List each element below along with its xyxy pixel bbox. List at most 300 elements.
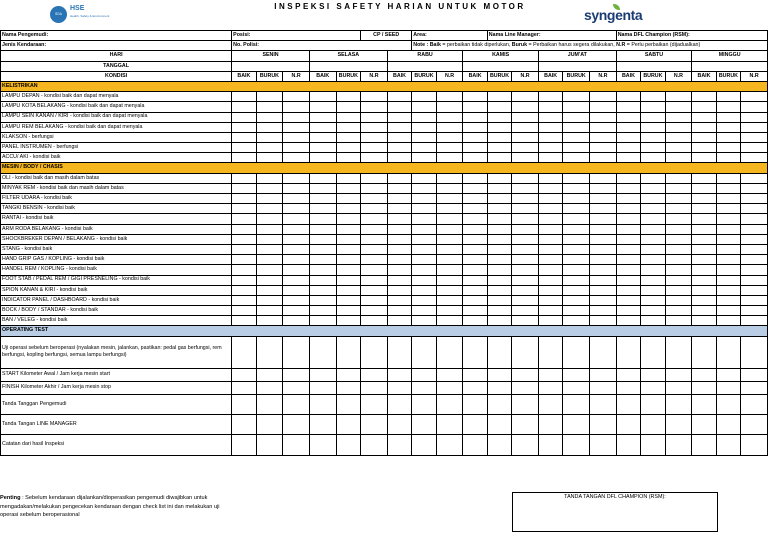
date-cell[interactable]: [387, 61, 463, 71]
check-cell[interactable]: [361, 394, 388, 414]
check-cell[interactable]: [412, 414, 436, 434]
check-cell[interactable]: [538, 381, 562, 394]
check-cell[interactable]: [436, 234, 463, 244]
check-cell[interactable]: [538, 275, 562, 285]
check-cell[interactable]: [283, 265, 310, 275]
check-cell[interactable]: [256, 368, 283, 381]
check-cell[interactable]: [463, 306, 487, 316]
check-cell[interactable]: [512, 102, 539, 112]
check-cell[interactable]: [692, 102, 716, 112]
check-cell[interactable]: [616, 316, 640, 326]
check-cell[interactable]: [436, 368, 463, 381]
check-cell[interactable]: [336, 204, 361, 214]
check-cell[interactable]: [616, 414, 640, 434]
check-cell[interactable]: [538, 265, 562, 275]
check-cell[interactable]: [641, 183, 665, 193]
check-cell[interactable]: [716, 265, 740, 275]
check-cell[interactable]: [716, 368, 740, 381]
check-cell[interactable]: [283, 234, 310, 244]
check-cell[interactable]: [616, 102, 640, 112]
check-cell[interactable]: [716, 275, 740, 285]
check-cell[interactable]: [309, 434, 336, 455]
check-cell[interactable]: [590, 143, 617, 153]
check-cell[interactable]: [436, 132, 463, 142]
check-cell[interactable]: [283, 173, 310, 183]
check-cell[interactable]: [741, 224, 768, 234]
check-cell[interactable]: [256, 153, 283, 163]
check-cell[interactable]: [361, 214, 388, 224]
check-cell[interactable]: [387, 316, 411, 326]
check-cell[interactable]: [487, 316, 511, 326]
check-cell[interactable]: [309, 112, 336, 122]
check-cell[interactable]: [538, 336, 562, 368]
check-cell[interactable]: [232, 102, 256, 112]
check-cell[interactable]: [387, 275, 411, 285]
check-cell[interactable]: [463, 122, 487, 132]
check-cell[interactable]: [283, 285, 310, 295]
dfl-champion-field[interactable]: Nama DFL Champion (RSM):: [616, 31, 767, 41]
check-cell[interactable]: [463, 265, 487, 275]
check-cell[interactable]: [336, 306, 361, 316]
check-cell[interactable]: [256, 204, 283, 214]
check-cell[interactable]: [512, 143, 539, 153]
check-cell[interactable]: [563, 306, 590, 316]
check-cell[interactable]: [361, 132, 388, 142]
check-cell[interactable]: [692, 173, 716, 183]
driver-name-field[interactable]: Nama Pengemudi:: [1, 31, 232, 41]
check-cell[interactable]: [487, 122, 511, 132]
check-cell[interactable]: [256, 224, 283, 234]
check-cell[interactable]: [616, 368, 640, 381]
check-cell[interactable]: [665, 214, 692, 224]
check-cell[interactable]: [692, 112, 716, 122]
check-cell[interactable]: [538, 434, 562, 455]
check-cell[interactable]: [487, 434, 511, 455]
check-cell[interactable]: [436, 122, 463, 132]
date-cell[interactable]: [692, 61, 768, 71]
check-cell[interactable]: [361, 336, 388, 368]
check-cell[interactable]: [309, 368, 336, 381]
check-cell[interactable]: [665, 306, 692, 316]
check-cell[interactable]: [590, 194, 617, 204]
check-cell[interactable]: [538, 414, 562, 434]
check-cell[interactable]: [641, 204, 665, 214]
check-cell[interactable]: [692, 234, 716, 244]
check-cell[interactable]: [336, 234, 361, 244]
check-cell[interactable]: [512, 306, 539, 316]
check-cell[interactable]: [590, 414, 617, 434]
check-cell[interactable]: [487, 204, 511, 214]
check-cell[interactable]: [387, 173, 411, 183]
check-cell[interactable]: [563, 414, 590, 434]
check-cell[interactable]: [563, 265, 590, 275]
check-cell[interactable]: [463, 173, 487, 183]
check-cell[interactable]: [716, 183, 740, 193]
check-cell[interactable]: [463, 285, 487, 295]
check-cell[interactable]: [692, 204, 716, 214]
check-cell[interactable]: [487, 234, 511, 244]
check-cell[interactable]: [387, 214, 411, 224]
check-cell[interactable]: [256, 122, 283, 132]
check-cell[interactable]: [563, 244, 590, 254]
check-cell[interactable]: [512, 132, 539, 142]
check-cell[interactable]: [283, 224, 310, 234]
check-cell[interactable]: [412, 183, 436, 193]
check-cell[interactable]: [283, 122, 310, 132]
check-cell[interactable]: [487, 224, 511, 234]
check-cell[interactable]: [716, 224, 740, 234]
check-cell[interactable]: [692, 183, 716, 193]
check-cell[interactable]: [463, 316, 487, 326]
check-cell[interactable]: [716, 204, 740, 214]
check-cell[interactable]: [361, 234, 388, 244]
check-cell[interactable]: [412, 255, 436, 265]
check-cell[interactable]: [512, 316, 539, 326]
check-cell[interactable]: [309, 183, 336, 193]
check-cell[interactable]: [616, 306, 640, 316]
check-cell[interactable]: [641, 234, 665, 244]
check-cell[interactable]: [232, 285, 256, 295]
check-cell[interactable]: [641, 92, 665, 102]
check-cell[interactable]: [309, 132, 336, 142]
check-cell[interactable]: [665, 183, 692, 193]
check-cell[interactable]: [590, 285, 617, 295]
check-cell[interactable]: [741, 368, 768, 381]
check-cell[interactable]: [665, 244, 692, 254]
check-cell[interactable]: [512, 381, 539, 394]
check-cell[interactable]: [283, 368, 310, 381]
check-cell[interactable]: [232, 143, 256, 153]
check-cell[interactable]: [361, 368, 388, 381]
check-cell[interactable]: [336, 183, 361, 193]
date-cell[interactable]: [309, 61, 387, 71]
check-cell[interactable]: [512, 173, 539, 183]
check-cell[interactable]: [692, 381, 716, 394]
check-cell[interactable]: [232, 214, 256, 224]
check-cell[interactable]: [283, 434, 310, 455]
check-cell[interactable]: [309, 316, 336, 326]
check-cell[interactable]: [741, 275, 768, 285]
check-cell[interactable]: [361, 153, 388, 163]
check-cell[interactable]: [692, 265, 716, 275]
check-cell[interactable]: [692, 194, 716, 204]
check-cell[interactable]: [590, 368, 617, 381]
check-cell[interactable]: [361, 381, 388, 394]
check-cell[interactable]: [336, 316, 361, 326]
check-cell[interactable]: [256, 381, 283, 394]
check-cell[interactable]: [616, 194, 640, 204]
check-cell[interactable]: [361, 414, 388, 434]
check-cell[interactable]: [641, 381, 665, 394]
check-cell[interactable]: [641, 316, 665, 326]
check-cell[interactable]: [590, 234, 617, 244]
check-cell[interactable]: [692, 143, 716, 153]
check-cell[interactable]: [463, 368, 487, 381]
check-cell[interactable]: [232, 265, 256, 275]
check-cell[interactable]: [256, 214, 283, 224]
check-cell[interactable]: [487, 194, 511, 204]
check-cell[interactable]: [283, 214, 310, 224]
check-cell[interactable]: [590, 434, 617, 455]
check-cell[interactable]: [641, 295, 665, 305]
check-cell[interactable]: [692, 255, 716, 265]
check-cell[interactable]: [538, 102, 562, 112]
check-cell[interactable]: [387, 414, 411, 434]
check-cell[interactable]: [256, 143, 283, 153]
check-cell[interactable]: [616, 234, 640, 244]
check-cell[interactable]: [590, 102, 617, 112]
check-cell[interactable]: [590, 122, 617, 132]
check-cell[interactable]: [412, 368, 436, 381]
check-cell[interactable]: [590, 306, 617, 316]
check-cell[interactable]: [283, 183, 310, 193]
check-cell[interactable]: [538, 285, 562, 295]
check-cell[interactable]: [361, 434, 388, 455]
check-cell[interactable]: [563, 102, 590, 112]
check-cell[interactable]: [361, 224, 388, 234]
check-cell[interactable]: [665, 112, 692, 122]
check-cell[interactable]: [283, 394, 310, 414]
check-cell[interactable]: [512, 234, 539, 244]
check-cell[interactable]: [487, 295, 511, 305]
check-cell[interactable]: [487, 306, 511, 316]
check-cell[interactable]: [412, 275, 436, 285]
check-cell[interactable]: [538, 143, 562, 153]
check-cell[interactable]: [232, 194, 256, 204]
check-cell[interactable]: [463, 434, 487, 455]
check-cell[interactable]: [538, 122, 562, 132]
check-cell[interactable]: [716, 244, 740, 254]
check-cell[interactable]: [741, 414, 768, 434]
check-cell[interactable]: [665, 204, 692, 214]
check-cell[interactable]: [616, 92, 640, 102]
check-cell[interactable]: [436, 306, 463, 316]
check-cell[interactable]: [283, 316, 310, 326]
check-cell[interactable]: [283, 143, 310, 153]
check-cell[interactable]: [463, 112, 487, 122]
check-cell[interactable]: [590, 255, 617, 265]
check-cell[interactable]: [463, 153, 487, 163]
check-cell[interactable]: [616, 112, 640, 122]
check-cell[interactable]: [538, 295, 562, 305]
check-cell[interactable]: [436, 183, 463, 193]
check-cell[interactable]: [436, 214, 463, 224]
check-cell[interactable]: [387, 194, 411, 204]
check-cell[interactable]: [716, 414, 740, 434]
check-cell[interactable]: [256, 112, 283, 122]
check-cell[interactable]: [232, 306, 256, 316]
check-cell[interactable]: [361, 92, 388, 102]
check-cell[interactable]: [256, 295, 283, 305]
check-cell[interactable]: [590, 214, 617, 224]
check-cell[interactable]: [616, 394, 640, 414]
check-cell[interactable]: [590, 112, 617, 122]
check-cell[interactable]: [361, 306, 388, 316]
check-cell[interactable]: [387, 102, 411, 112]
check-cell[interactable]: [463, 336, 487, 368]
check-cell[interactable]: [616, 122, 640, 132]
check-cell[interactable]: [463, 183, 487, 193]
check-cell[interactable]: [487, 92, 511, 102]
check-cell[interactable]: [283, 255, 310, 265]
check-cell[interactable]: [512, 336, 539, 368]
check-cell[interactable]: [641, 394, 665, 414]
check-cell[interactable]: [512, 434, 539, 455]
check-cell[interactable]: [463, 244, 487, 254]
check-cell[interactable]: [692, 285, 716, 295]
check-cell[interactable]: [436, 102, 463, 112]
check-cell[interactable]: [336, 153, 361, 163]
check-cell[interactable]: [716, 381, 740, 394]
check-cell[interactable]: [692, 122, 716, 132]
check-cell[interactable]: [412, 92, 436, 102]
check-cell[interactable]: [336, 214, 361, 224]
check-cell[interactable]: [512, 244, 539, 254]
check-cell[interactable]: [665, 234, 692, 244]
check-cell[interactable]: [563, 316, 590, 326]
check-cell[interactable]: [641, 434, 665, 455]
check-cell[interactable]: [387, 306, 411, 316]
check-cell[interactable]: [641, 265, 665, 275]
check-cell[interactable]: [741, 316, 768, 326]
date-cell[interactable]: [616, 61, 692, 71]
check-cell[interactable]: [641, 112, 665, 122]
check-cell[interactable]: [665, 368, 692, 381]
check-cell[interactable]: [436, 381, 463, 394]
check-cell[interactable]: [232, 173, 256, 183]
check-cell[interactable]: [716, 173, 740, 183]
check-cell[interactable]: [336, 295, 361, 305]
check-cell[interactable]: [741, 153, 768, 163]
check-cell[interactable]: [283, 204, 310, 214]
check-cell[interactable]: [387, 132, 411, 142]
check-cell[interactable]: [387, 434, 411, 455]
check-cell[interactable]: [616, 143, 640, 153]
check-cell[interactable]: [463, 102, 487, 112]
check-cell[interactable]: [283, 112, 310, 122]
area-field[interactable]: Area:: [412, 31, 488, 41]
check-cell[interactable]: [387, 244, 411, 254]
check-cell[interactable]: [412, 204, 436, 214]
check-cell[interactable]: [256, 336, 283, 368]
check-cell[interactable]: [641, 306, 665, 316]
check-cell[interactable]: [256, 194, 283, 204]
check-cell[interactable]: [336, 381, 361, 394]
check-cell[interactable]: [232, 275, 256, 285]
check-cell[interactable]: [741, 194, 768, 204]
check-cell[interactable]: [283, 414, 310, 434]
check-cell[interactable]: [616, 132, 640, 142]
check-cell[interactable]: [741, 122, 768, 132]
check-cell[interactable]: [616, 434, 640, 455]
check-cell[interactable]: [741, 434, 768, 455]
check-cell[interactable]: [412, 132, 436, 142]
check-cell[interactable]: [512, 183, 539, 193]
check-cell[interactable]: [692, 153, 716, 163]
check-cell[interactable]: [563, 368, 590, 381]
check-cell[interactable]: [487, 255, 511, 265]
check-cell[interactable]: [412, 394, 436, 414]
check-cell[interactable]: [741, 214, 768, 224]
check-cell[interactable]: [563, 153, 590, 163]
check-cell[interactable]: [665, 255, 692, 265]
check-cell[interactable]: [616, 295, 640, 305]
check-cell[interactable]: [665, 265, 692, 275]
check-cell[interactable]: [412, 214, 436, 224]
check-cell[interactable]: [616, 183, 640, 193]
check-cell[interactable]: [387, 295, 411, 305]
check-cell[interactable]: [361, 173, 388, 183]
check-cell[interactable]: [412, 336, 436, 368]
check-cell[interactable]: [361, 244, 388, 254]
check-cell[interactable]: [309, 214, 336, 224]
check-cell[interactable]: [283, 194, 310, 204]
check-cell[interactable]: [436, 194, 463, 204]
check-cell[interactable]: [692, 214, 716, 224]
check-cell[interactable]: [616, 244, 640, 254]
check-cell[interactable]: [256, 183, 283, 193]
check-cell[interactable]: [590, 244, 617, 254]
check-cell[interactable]: [232, 153, 256, 163]
check-cell[interactable]: [309, 234, 336, 244]
check-cell[interactable]: [616, 214, 640, 224]
check-cell[interactable]: [538, 316, 562, 326]
check-cell[interactable]: [256, 434, 283, 455]
check-cell[interactable]: [463, 255, 487, 265]
check-cell[interactable]: [716, 336, 740, 368]
check-cell[interactable]: [538, 368, 562, 381]
check-cell[interactable]: [716, 434, 740, 455]
check-cell[interactable]: [387, 265, 411, 275]
check-cell[interactable]: [665, 102, 692, 112]
check-cell[interactable]: [692, 306, 716, 316]
check-cell[interactable]: [361, 275, 388, 285]
check-cell[interactable]: [283, 132, 310, 142]
check-cell[interactable]: [436, 244, 463, 254]
check-cell[interactable]: [741, 112, 768, 122]
check-cell[interactable]: [741, 244, 768, 254]
check-cell[interactable]: [412, 434, 436, 455]
check-cell[interactable]: [512, 224, 539, 234]
check-cell[interactable]: [590, 183, 617, 193]
cp-seed-field[interactable]: CP / SEED: [361, 31, 412, 41]
check-cell[interactable]: [590, 381, 617, 394]
check-cell[interactable]: [665, 173, 692, 183]
check-cell[interactable]: [336, 394, 361, 414]
check-cell[interactable]: [741, 295, 768, 305]
check-cell[interactable]: [641, 224, 665, 234]
check-cell[interactable]: [692, 394, 716, 414]
check-cell[interactable]: [538, 255, 562, 265]
check-cell[interactable]: [563, 143, 590, 153]
check-cell[interactable]: [741, 173, 768, 183]
check-cell[interactable]: [741, 204, 768, 214]
date-cell[interactable]: [538, 61, 616, 71]
check-cell[interactable]: [283, 92, 310, 102]
check-cell[interactable]: [741, 132, 768, 142]
line-manager-field[interactable]: Nama Line Manager:: [487, 31, 616, 41]
check-cell[interactable]: [741, 306, 768, 316]
check-cell[interactable]: [741, 183, 768, 193]
check-cell[interactable]: [616, 224, 640, 234]
check-cell[interactable]: [336, 255, 361, 265]
check-cell[interactable]: [563, 394, 590, 414]
check-cell[interactable]: [665, 143, 692, 153]
check-cell[interactable]: [336, 244, 361, 254]
check-cell[interactable]: [641, 122, 665, 132]
check-cell[interactable]: [283, 295, 310, 305]
check-cell[interactable]: [563, 275, 590, 285]
